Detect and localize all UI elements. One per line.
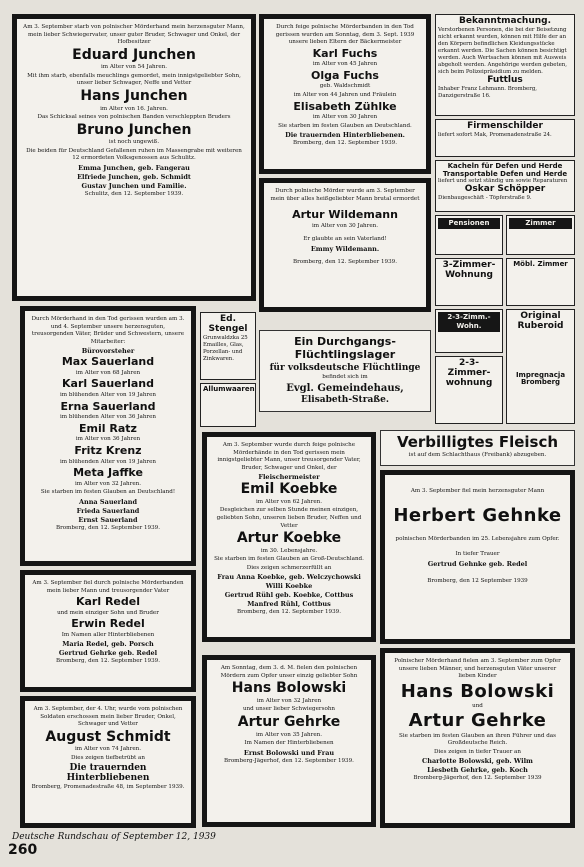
- date: Bromberg, den 12. September 1939.: [292, 140, 398, 147]
- heading: Impregnacja Bromberg: [515, 370, 566, 387]
- name: Eduard Junchen: [72, 46, 196, 63]
- name: Meta Jaffke: [73, 466, 143, 480]
- obituary-schmidt: [20, 696, 196, 828]
- obituary-wildemann: [259, 178, 431, 312]
- name: Artur Wildemann: [292, 208, 398, 222]
- text: Im Namen aller Hinterbliebenen: [61, 631, 155, 638]
- heading: Pensionen: [438, 218, 500, 229]
- signature: Charlotte Bolowski, geb. Wilm: [422, 757, 533, 766]
- text: Am 3. September starb von polnischer Mörderhand mein herzensguter Mann, mein lieber Schwiegervater, unser guter Bruder, Schwager und Onkel, der Hofbesitzer: [23, 24, 245, 46]
- text: Dienbaugeschäft - Töpferstraße 9.: [438, 195, 532, 202]
- notice-fleisch: [380, 430, 575, 466]
- signature: Ernst Bolowski und Frau: [243, 748, 335, 757]
- name: Karl Fuchs: [312, 46, 378, 60]
- ad-2-3-zimm: [435, 309, 503, 353]
- heading: Firmenschilder: [467, 121, 543, 131]
- text: Die beiden für Deutschland Gefallenen ruhen im Massengrabe mit weiteren 12 ermordeten Volksgenossen aus Schulitz.: [26, 147, 242, 162]
- heading: Original Ruberoid: [517, 311, 564, 331]
- date: Bromberg, den 12 September 1939: [427, 577, 528, 584]
- text: im Alter von 36 Jahren: [75, 436, 141, 443]
- signature: Willi Koebke: [265, 582, 313, 591]
- text: Desgleichen zur selben Stunde meinen einzigen, geliebten Sohn, unseren lieben Bruder, Neffen und Vetter: [216, 507, 362, 529]
- text: Er glaubte an sein Vaterland!: [303, 236, 387, 243]
- text: Sie starben im festen Glauben an Deutschland.: [278, 122, 412, 129]
- text: ist noch ungewiß.: [108, 139, 160, 146]
- date: Bromberg, Promenadestraße 48, im September 1939.: [31, 784, 185, 791]
- ad-kacheln: [435, 160, 575, 212]
- text: Durch feige polnische Mörderbanden in den Tod gerissen wurden am Sonntag, dem 3. Sept. 1939 unsere lieben Eltern der Bäckermeister: [275, 24, 415, 46]
- text: polnischen Mörderbanden im 25. Lebensjahre zum Opfer.: [395, 535, 560, 542]
- text: Dies zeigen in tiefer Trauer an: [434, 748, 521, 755]
- obituary-fuchs: [259, 14, 431, 174]
- name: Bruno Junchen: [76, 121, 192, 138]
- name: Karl Redel: [75, 595, 140, 609]
- text: Grunwaldzka 25 Emailles, Glas, Porzellan- und Zinkwaren.: [203, 334, 248, 362]
- ad-allumwaaren: [200, 383, 256, 427]
- heading: 2-3-Zimm.-Wohn.: [438, 312, 500, 332]
- name: Erna Sauerland: [60, 399, 156, 413]
- text: In tiefer Trauer: [455, 551, 500, 558]
- text: Verstorbenen Personen, die bei der Beisetzung nicht erkannt wurden, können mit Hilfe der an den Körpern befindlichen Kleidungsstücke erkannt werden. Die Sachen können besichtigt werden. Auch Wertsachen können mit Ausweis abgeholt werden. Angehörige werden gebeten, sich beim Polizeipräsidium zu melden.: [438, 26, 567, 75]
- heading: Ein Durchgangs-Flüchtlingslager: [294, 335, 396, 361]
- text: Am 3. September, der 4. Uhr, wurde vom polnischen Soldaten erschossen mein lieber Bruder, Onkel, Schwager und Vetter: [33, 706, 183, 728]
- date: Bromberg-Jägerhof, den 12. September 1939: [413, 775, 542, 782]
- text: Elisabeth-Straße.: [301, 394, 389, 405]
- text: Am Sonntag, dem 3. d. M. fielen den polnischen Mördern zum Opfer unser einzig geliebter Sohn: [220, 665, 358, 679]
- date: Bromberg, den 12. September 1939.: [55, 658, 161, 665]
- signature: Emma Junchen, geb. Fangerau: [78, 164, 190, 173]
- ad-3-zimmer: [435, 258, 503, 306]
- text: befindet sich im: [322, 374, 368, 381]
- signature: Anna Sauerland: [78, 497, 138, 506]
- text: im Alter von 45 Jahren: [312, 61, 378, 68]
- obituary-junchen: [12, 14, 256, 301]
- name: Fritz Krenz: [74, 443, 142, 457]
- heading: Verbilligtes Fleisch: [396, 433, 559, 451]
- signature: Elfriede Junchen, geb. Schmidt: [77, 173, 191, 182]
- text: Am 3. September fiel durch polnische Mörderbanden mein lieber Mann und treusorgender Vater: [32, 580, 184, 594]
- ad-ruberoid: [506, 309, 575, 424]
- signature: Frau Anna Koebke, geb. Welczychowski: [217, 573, 361, 582]
- text: Sie starben im festen Glauben an Groß-Deutschland.: [214, 556, 364, 563]
- text: im Alter von 30 Jahren.: [311, 222, 379, 229]
- signature: Gertrud Rühl geb. Koebke, Cottbus: [224, 591, 354, 600]
- text: liefert sofort Mak, Promenadenstraße 24.: [438, 131, 552, 138]
- name: Artur Gehrke: [237, 713, 341, 730]
- name: Herbert Gehnke: [393, 504, 562, 526]
- page-caption: Deutsche Rundschau of September 12, 1939: [12, 832, 216, 842]
- signature: Emmy Wildemann.: [310, 244, 380, 253]
- name: Emil Koebke: [240, 481, 338, 498]
- text: im Alter von 54 Jahren.: [100, 64, 168, 71]
- text: Im Namen der Hinterbliebenen: [244, 740, 334, 747]
- name: Elisabeth Zühlke: [293, 99, 397, 113]
- name: Artur Koebke: [236, 530, 342, 547]
- name: Hans Bolowski: [231, 680, 347, 697]
- name: Olga Fuchs: [311, 68, 379, 82]
- heading: Bekanntmachung.: [458, 16, 551, 26]
- date: Bromberg, den 12. September 1939.: [236, 609, 342, 616]
- page-number: 260: [8, 842, 38, 858]
- text: im Alter von 62 Jahren.: [255, 498, 323, 505]
- text: und unser lieber Schwiegersohn: [242, 706, 336, 713]
- signature: Gertrud Gehnke geb. Redel: [427, 559, 528, 568]
- text: Durch Mörderhand in den Tod gerissen wurden am 3. und 4. September unsere herzensguten, treusorgenden Väter, Brüder und Schwestern, unsere Mitarbeiter:: [31, 316, 185, 345]
- ad-stengel: [200, 312, 256, 380]
- text: Inhaber Franz Lehmann. Bromberg, Danzigerstraße 16.: [438, 85, 537, 99]
- text: Dies zeigen schmerzerfüllt an: [246, 564, 332, 571]
- signature: Manfred Rühl, Cottbus: [247, 600, 331, 609]
- text: im Alter von 68 Jahren: [75, 369, 141, 376]
- ad-2-3-zimmer: [435, 356, 503, 424]
- text: Sie starben im festen Glauben an ihren Führer und das Großdeutsche Reich.: [399, 732, 556, 747]
- obituary-koebke: [202, 432, 376, 642]
- text: im Alter von 35 Jahren.: [255, 731, 323, 738]
- text: Bürovorsteher: [81, 347, 135, 356]
- date: Bromberg-Jägerhof, den 12. September 1939.: [224, 757, 354, 764]
- heading: Möbl. Zimmer: [513, 260, 568, 268]
- obituary-gehnke: [380, 470, 575, 644]
- signature: Ernst Sauerland: [78, 515, 138, 524]
- text: im Alter von 74 Jahren.: [74, 746, 142, 753]
- ad-zimmer: [506, 215, 575, 255]
- name: Hans Bolowski: [400, 680, 555, 702]
- signature: Liesbeth Gehrke, geb. Koch: [427, 766, 528, 775]
- text: Das Schicksal seines von polnischen Banden verschleppten Bruders: [37, 114, 231, 121]
- heading: Zimmer: [509, 218, 572, 229]
- obituary-sauerland: [20, 306, 196, 566]
- signature: Gustav Junchen und Familie.: [81, 182, 187, 191]
- text: für volksdeutsche Flüchtlinge: [269, 363, 421, 374]
- date: Bromberg, den 12. September 1939.: [55, 524, 161, 531]
- text: ist auf dem Schlachthaus (Freibank) abzugeben.: [408, 452, 547, 459]
- text: im blühenden Alter von 36 Jahren: [59, 414, 157, 421]
- heading: 3-Zimmer-Wohnung: [442, 260, 496, 280]
- name: August Schmidt: [45, 728, 171, 745]
- text: Mit ihm starb, ebenfalls meuchlings gemordet, mein innigstgeliebter Sohn, unser lieber Schwager, Neffe und Vetter: [27, 72, 241, 87]
- text: Fleischermeister: [258, 473, 320, 482]
- date: Schulitz, den 12. September 1939.: [84, 191, 184, 198]
- ad-pensionen: [435, 215, 503, 255]
- signature: Frieda Sauerland: [76, 506, 140, 515]
- text: Evgl. Gemeindehaus,: [286, 382, 404, 394]
- name: Karl Sauerland: [62, 377, 154, 391]
- text: im 30. Lebensjahre.: [260, 547, 318, 554]
- heading: Kacheln für Defen und Herde Transportable Defen und Herde: [442, 162, 568, 178]
- text: Durch polnische Mörder wurde am 3. September mein über alles heißgeliebter Mann brutal ermordet: [270, 188, 420, 202]
- heading: Oskar Schöpper: [464, 184, 546, 195]
- ad-bekanntmachung: [435, 14, 575, 116]
- text: Sie starben im festen Glauben an Deutschland!: [40, 489, 176, 496]
- text: Polnischer Mörderhand fielen am 3. September zum Opfer unsere lieben Männer, und herzensguten Väter unserer lieben Kinder: [394, 658, 561, 680]
- text: Am 3. September wurde durch feige polnische Mörderhände in den Tod gerissen mein innigstgeliebter Mann, unser treusorgender Vater, Bruder, Schwager und Onkel, der: [217, 442, 361, 471]
- text: im Alter von 32 Jahren: [256, 697, 322, 704]
- name: Artur Gehrke: [408, 710, 547, 732]
- heading: Futtlus: [487, 75, 523, 85]
- text: im Alter von 16. Jahren.: [100, 105, 168, 112]
- obituary-redel: [20, 570, 196, 692]
- name: Emil Ratz: [79, 421, 137, 435]
- signature: Gertrud Gehrke geb. Redel: [58, 649, 158, 658]
- text: und: [472, 702, 483, 709]
- ad-moebl-zimmer: [506, 258, 575, 306]
- signature: Die trauernden Hinterbliebenen.: [285, 131, 405, 140]
- text: im blühenden Alter von 19 Jahren: [59, 458, 157, 465]
- obituary-bolowski: [202, 655, 376, 827]
- text: und mein einziger Sohn und Bruder: [57, 609, 159, 616]
- text: geb. Waldschmidt: [319, 83, 371, 90]
- name: Erwin Redel: [71, 617, 145, 631]
- text: im blühenden Alter von 19 Jahren: [59, 392, 157, 399]
- heading: Allumwaaren: [203, 385, 255, 393]
- text: Am 3. September fiel mein herzensguter Mann: [410, 488, 545, 494]
- heading: Ed. Stengel: [208, 314, 248, 334]
- text: im Alter von 44 Jahren und Fräulein: [293, 92, 397, 99]
- notice-fluechtlingslager: [259, 330, 431, 412]
- name: Max Sauerland: [61, 355, 155, 369]
- signature: Maria Redel, geb. Porsch: [62, 640, 154, 649]
- signature: Die trauernden Hinterbliebenen: [66, 763, 150, 784]
- ad-firmenschilder: [435, 119, 575, 157]
- date: Bromberg, den 12. September 1939.: [292, 258, 398, 265]
- text: im Alter von 32 Jahren.: [74, 480, 142, 487]
- text: im Alter von 30 Jahren: [312, 114, 378, 121]
- obituary-bolowski-gehrke: [380, 648, 575, 828]
- text: Dies zeigen tiefbetrübt an: [71, 754, 145, 761]
- heading: 2-3-Zimmer-wohnung: [445, 358, 493, 388]
- name: Hans Junchen: [80, 87, 188, 104]
- text: liefert und setzt ständig um sowie Reparaturen: [438, 178, 568, 185]
